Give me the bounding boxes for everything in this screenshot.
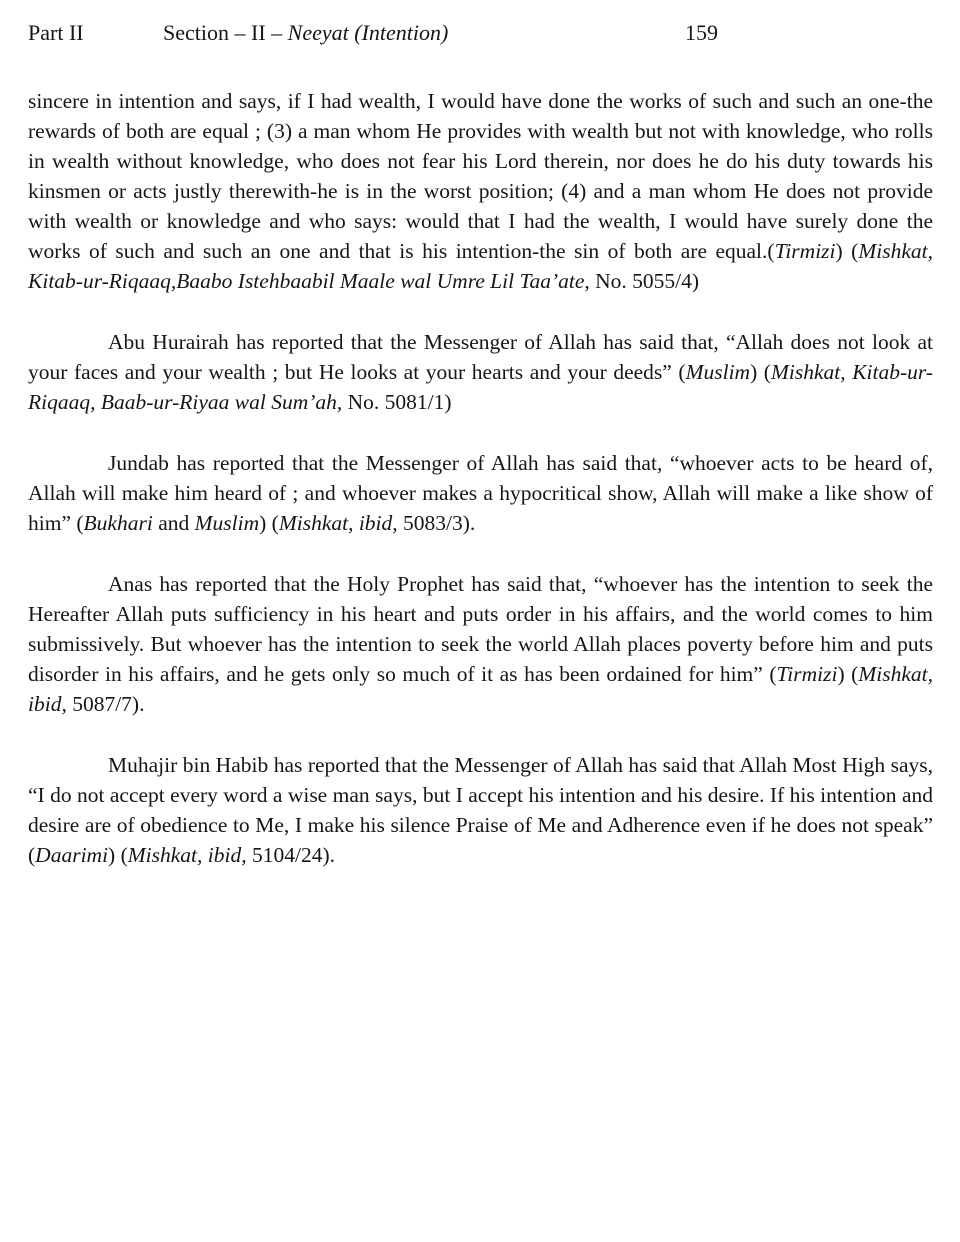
page-number: 159 [685, 20, 718, 45]
paragraph: Jundab has reported that the Messenger of Allah has said that, “whoever acts to be heard of, Allah will make him heard of ; and whoever makes a hypocritical show, Allah will make a like show of him” (Bukhari and Muslim) (Mishkat, ibid, 5083/3). [28, 451, 933, 535]
paragraph: Muhajir bin Habib has reported that the Messenger of Allah has said that Allah Most High says, “I do not accept every word a wise man says, but I accept his intention and his desire. If his intention and desire are of obedience to Me, I make his silence Praise of Me and Adherence even if he does not speak” (Daarimi) (Mishkat, ibid, 5104/24). [28, 753, 933, 867]
header-part-label: Part II [28, 20, 84, 45]
paragraph-continuation: sincere in intention and says, if I had wealth, I would have done the works of such and such an one-the rewards of both are equal ; (3) a man whom He provides with wealth but not with knowledge, who rolls in wealth without knowledge, who does not fear his Lord therein, nor does he do his duty towards his kinsmen or acts justly therewith-he is in the worst position; (4) and a man whom He does not provide with wealth or knowledge and who says: would that I had the wealth, I would have surely done the works of such and such an one and that is his intention-the sin of both are equal.(Tirmizi) (Mishkat, Kitab-ur-Riqaaq,Baabo Istehbaabil Maale wal Umre Lil Taa’ate, No. 5055/4) [28, 89, 933, 293]
paragraph: Abu Hurairah has reported that the Messenger of Allah has said that, “Allah does not look at your faces and your wealth ; but He looks at your hearts and your deeds” (Muslim) (Mishkat, Kitab-ur- Riqaaq, Baab-ur-Riyaa wal Sum’ah, No. 5081/1) [28, 330, 933, 414]
paragraph: Anas has reported that the Holy Prophet has said that, “whoever has the intention to seek the Hereafter Allah puts sufficiency in his heart and puts order in his affairs, and the world comes to him submissively. But whoever has the intention to seek the world Allah places poverty before him and puts disorder in his affairs, and he gets only so much of it as has been ordained for him” (Tirmizi) (Mishkat, ibid, 5087/7). [28, 572, 933, 716]
page-header [0, 0, 960, 62]
header-section-title: Section – II – Neeyat (Intention) [163, 20, 449, 45]
page-body [28, 86, 933, 901]
